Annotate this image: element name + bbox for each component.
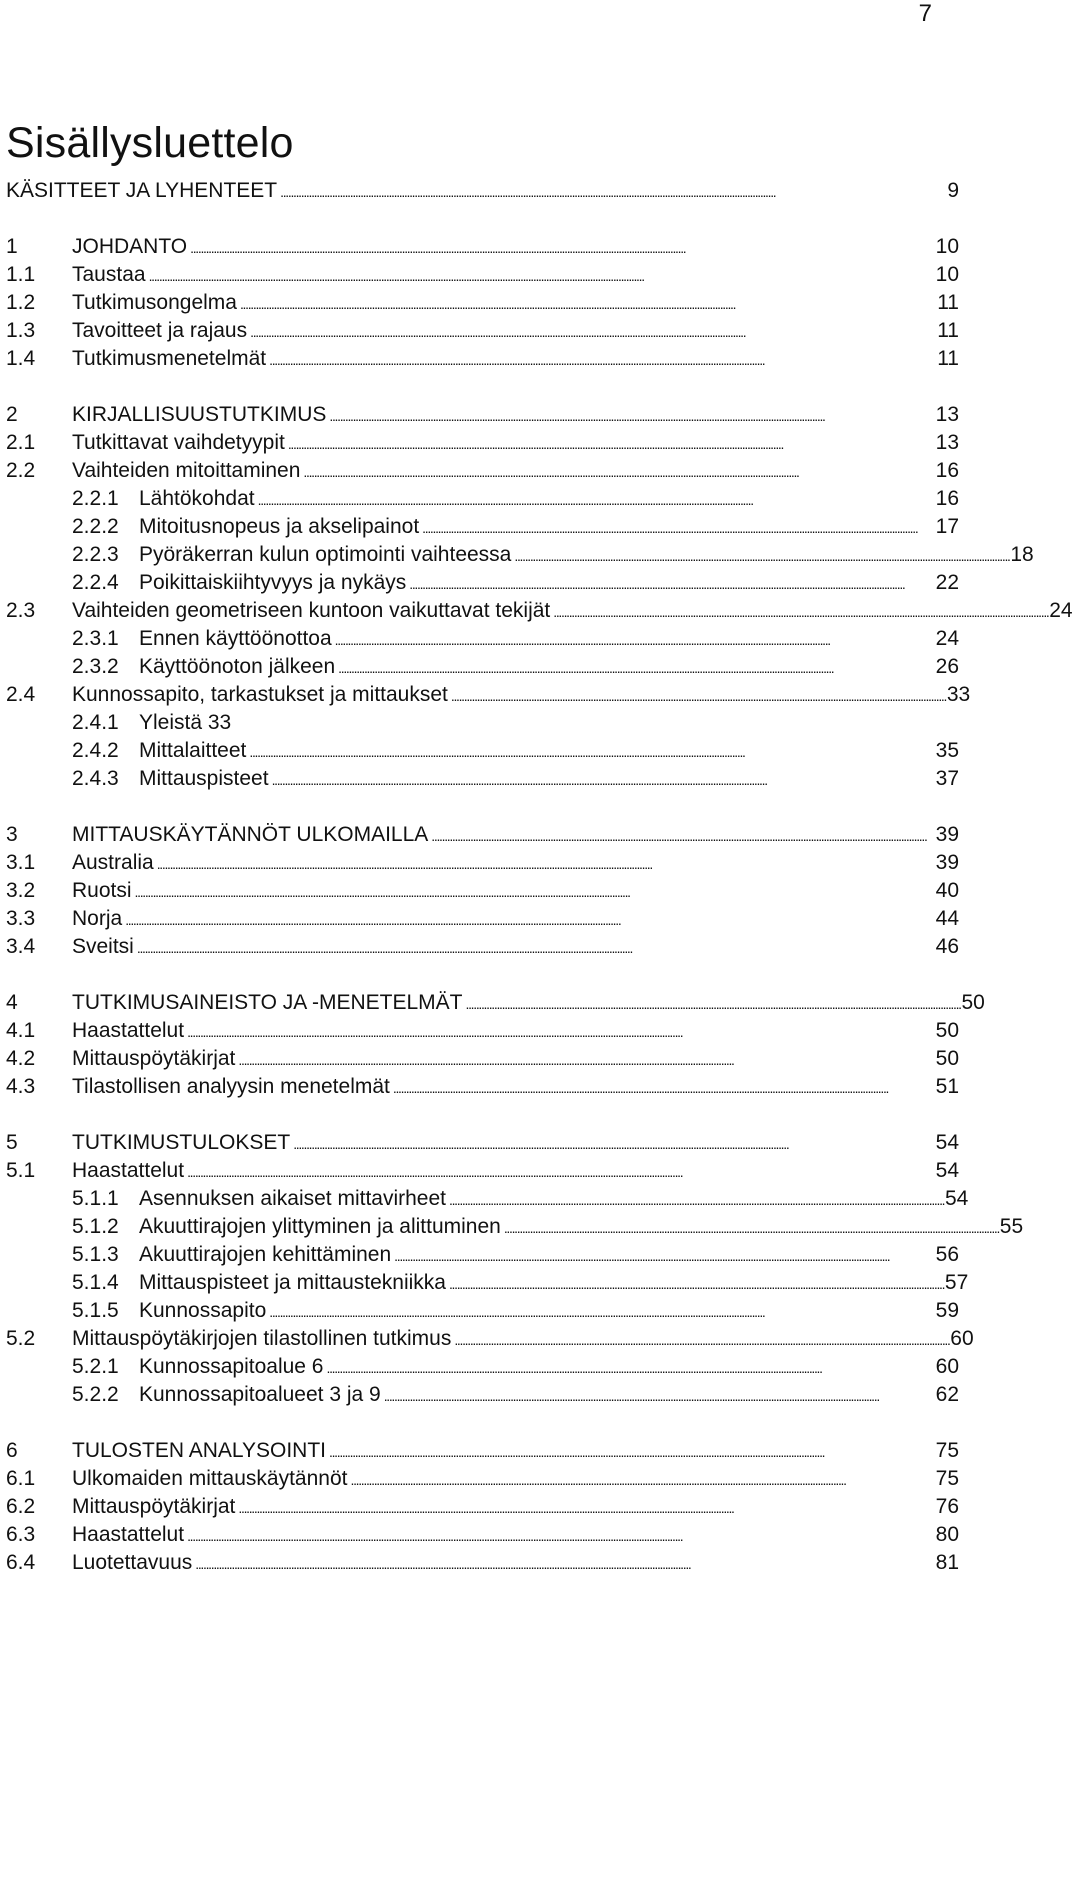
toc-entry-page: 50 bbox=[961, 991, 985, 1014]
toc-entry[interactable] bbox=[6, 680, 971, 710]
toc-entry-number: 2.2.2 bbox=[72, 515, 119, 538]
toc-entry-page: 80 bbox=[935, 1523, 959, 1546]
toc-entry-title: Kunnossapitoalueet 3 ja 9 bbox=[139, 1383, 381, 1406]
toc-entry-page: 57 bbox=[944, 1271, 969, 1294]
toc-entry-number: 6.4 bbox=[6, 1551, 36, 1574]
toc-entry[interactable] bbox=[72, 1352, 959, 1382]
toc-entry-page: 60 bbox=[935, 1355, 959, 1378]
toc-entry[interactable] bbox=[72, 1380, 959, 1410]
dot-leader bbox=[288, 428, 934, 459]
toc-entry-number: 1.1 bbox=[6, 263, 36, 286]
toc-entry-title: Ruotsi bbox=[72, 879, 132, 902]
toc-entry-title: KÄSITTEET JA LYHENTEET bbox=[6, 179, 278, 202]
toc-entry-page: 11 bbox=[937, 291, 959, 314]
toc-entry-title: Vaihteiden geometriseen kuntoon vaikuttavat tekijät bbox=[72, 599, 551, 622]
dot-leader bbox=[125, 904, 933, 935]
toc-entry[interactable] bbox=[6, 316, 959, 346]
toc-entry[interactable] bbox=[6, 1128, 959, 1158]
toc-entry[interactable] bbox=[6, 904, 959, 934]
toc-entry[interactable] bbox=[72, 1212, 1024, 1242]
toc-entry-page: 16 bbox=[935, 487, 959, 510]
toc-entry-page: 75 bbox=[935, 1467, 959, 1490]
toc-entry-title: Mittauspöytäkirjat bbox=[72, 1495, 236, 1518]
toc-entry-title: Mitoitusnopeus ja akselipainot bbox=[139, 515, 420, 538]
toc-entry-page: 22 bbox=[935, 571, 959, 594]
toc-entry-number: 6.1 bbox=[6, 1467, 36, 1490]
toc-entry-number: 2 bbox=[6, 403, 18, 426]
dot-leader bbox=[449, 1184, 943, 1215]
toc-entry-title: Akuuttirajojen ylittyminen ja alittuminen bbox=[139, 1215, 501, 1238]
toc-entry-title: Käyttöönoton jälkeen bbox=[139, 655, 336, 678]
toc-entry-title: Mittauspöytäkirjat bbox=[72, 1047, 236, 1070]
toc-entry-title: KIRJALLISUUSTUTKIMUS bbox=[72, 403, 327, 426]
toc-entry-number: 5.1.3 bbox=[72, 1243, 119, 1266]
dot-leader bbox=[514, 540, 1008, 571]
toc-entry-number: 2.4.2 bbox=[72, 739, 119, 762]
toc-entry-page: 11 bbox=[937, 319, 959, 342]
dot-leader bbox=[303, 456, 933, 487]
toc-entry[interactable] bbox=[72, 764, 959, 794]
toc-entry-title: Lähtökohdat bbox=[139, 487, 255, 510]
toc-entry-title: Tutkimusmenetelmät bbox=[72, 347, 267, 370]
dot-leader bbox=[240, 288, 935, 319]
toc-entry-title: Tutkittavat vaihdetyypit bbox=[72, 431, 285, 454]
toc-entry-number: 5.1.5 bbox=[72, 1299, 119, 1322]
toc-entry-number: 2.2 bbox=[6, 459, 36, 482]
toc-entry-page: 24 bbox=[1049, 599, 1073, 622]
dot-leader bbox=[135, 876, 934, 907]
dot-leader bbox=[238, 1492, 933, 1523]
toc-entry-number: 6 bbox=[6, 1439, 18, 1462]
toc-entry-title: Tutkimusongelma bbox=[72, 291, 237, 314]
dot-leader bbox=[431, 820, 933, 851]
toc-entry-page: 75 bbox=[935, 1439, 959, 1462]
dot-leader bbox=[466, 988, 960, 1019]
dot-leader bbox=[190, 232, 934, 263]
toc-entry[interactable] bbox=[72, 1184, 969, 1214]
toc-entry-number: 4.2 bbox=[6, 1047, 36, 1070]
toc-entry-number: 1.4 bbox=[6, 347, 36, 370]
toc-entry-page: 33 bbox=[946, 683, 971, 706]
toc-entry-page: 13 bbox=[935, 431, 959, 454]
toc-entry[interactable] bbox=[72, 652, 959, 682]
dot-leader bbox=[250, 316, 935, 347]
toc-entry[interactable] bbox=[6, 1548, 959, 1578]
toc-entry-page: 60 bbox=[950, 1327, 974, 1350]
toc-entry[interactable] bbox=[6, 1520, 959, 1550]
toc-entry-page: 10 bbox=[935, 263, 959, 286]
toc-entry-number: 2.2.4 bbox=[72, 571, 119, 594]
dot-leader bbox=[187, 1520, 934, 1551]
toc-entry[interactable] bbox=[6, 176, 959, 206]
toc-entry-title: Tilastollisen analyysin menetelmät bbox=[72, 1075, 390, 1098]
toc-entry-title: Luotettavuus bbox=[72, 1551, 193, 1574]
toc-entry-number: 2.3.1 bbox=[72, 627, 119, 650]
toc-entry-title: Haastattelut bbox=[72, 1159, 185, 1182]
toc-entry[interactable] bbox=[6, 876, 959, 906]
dot-leader bbox=[149, 260, 934, 291]
toc-entry-page: 54 bbox=[944, 1187, 969, 1210]
dot-leader bbox=[394, 1240, 933, 1271]
dot-leader bbox=[393, 1072, 934, 1103]
dot-leader bbox=[258, 484, 934, 515]
toc-entry-title: Taustaa bbox=[72, 263, 146, 286]
toc-entry-page: 37 bbox=[935, 767, 959, 790]
toc-entry[interactable] bbox=[6, 428, 959, 458]
toc-entry-number: 1 bbox=[6, 235, 18, 258]
toc-entry-title: Haastattelut bbox=[72, 1019, 185, 1042]
toc-entry[interactable] bbox=[6, 260, 959, 290]
toc-entry-page: 76 bbox=[935, 1495, 959, 1518]
toc-entry-page: 50 bbox=[935, 1019, 959, 1042]
toc-entry[interactable] bbox=[6, 1016, 959, 1046]
dot-leader bbox=[187, 1016, 934, 1047]
toc-entry-number: 3.2 bbox=[6, 879, 36, 902]
toc-entry[interactable] bbox=[72, 1296, 959, 1326]
toc-entry-number: 4.1 bbox=[6, 1019, 36, 1042]
toc-entry-number: 6.2 bbox=[6, 1495, 36, 1518]
toc-entry-title: Ulkomaiden mittauskäytännöt bbox=[72, 1467, 348, 1490]
toc-entry[interactable] bbox=[72, 484, 959, 514]
toc-entry-page: 50 bbox=[935, 1047, 959, 1070]
dot-leader bbox=[454, 1324, 948, 1355]
toc-entry-title: Kunnossapitoalue 6 bbox=[139, 1355, 324, 1378]
page-number: 7 bbox=[918, 0, 932, 27]
toc-entry[interactable] bbox=[72, 708, 959, 738]
toc-entry-title: Kunnossapito bbox=[139, 1299, 267, 1322]
dot-leader bbox=[553, 596, 1047, 627]
toc-entry-number: 2.1 bbox=[6, 431, 36, 454]
toc-entry-page: 59 bbox=[935, 1299, 959, 1322]
toc-entry-number: 2.4.1 bbox=[72, 711, 119, 734]
toc-entry-title: Akuuttirajojen kehittäminen bbox=[139, 1243, 392, 1266]
dot-leader bbox=[269, 1296, 933, 1327]
toc-entry-number: 1.2 bbox=[6, 291, 36, 314]
dot-leader bbox=[157, 848, 934, 879]
toc-entry-number: 2.3 bbox=[6, 599, 36, 622]
dot-leader bbox=[422, 512, 933, 543]
toc-entry-page: 62 bbox=[935, 1383, 959, 1406]
toc-entry-title: Kunnossapito, tarkastukset ja mittaukset bbox=[72, 683, 448, 706]
dot-leader bbox=[329, 400, 933, 431]
toc-entry-title: Mittauspisteet bbox=[139, 767, 269, 790]
toc-entry-number: 2.4.3 bbox=[72, 767, 119, 790]
toc-entry-title: Ennen käyttöönottoa bbox=[139, 627, 332, 650]
toc-entry-page: 35 bbox=[935, 739, 959, 762]
toc-entry-number: 5.2.1 bbox=[72, 1355, 119, 1378]
toc-entry-page: 46 bbox=[935, 935, 959, 958]
toc-entry[interactable] bbox=[6, 400, 959, 430]
toc-entry-number: 4.3 bbox=[6, 1075, 36, 1098]
toc-entry-number: 2.3.2 bbox=[72, 655, 119, 678]
toc-entry-number: 5.1 bbox=[6, 1159, 36, 1182]
dot-leader bbox=[326, 1352, 933, 1383]
toc-entry-number: 5.2 bbox=[6, 1327, 36, 1350]
toc-entry-number: 2.4 bbox=[6, 683, 36, 706]
toc-entry-number: 4 bbox=[6, 991, 18, 1014]
dot-leader bbox=[409, 568, 933, 599]
toc-entry-page: 10 bbox=[935, 235, 959, 258]
toc-entry[interactable] bbox=[6, 1044, 959, 1074]
dot-leader bbox=[187, 1156, 934, 1187]
toc-entry[interactable] bbox=[72, 540, 1034, 570]
toc-entry-title: Sveitsi bbox=[72, 935, 134, 958]
dot-leader bbox=[338, 652, 933, 683]
toc-entry[interactable] bbox=[6, 988, 985, 1018]
toc-entry-title: TUTKIMUSAINEISTO JA -MENETELMÄT bbox=[72, 991, 463, 1014]
toc-entry[interactable] bbox=[6, 932, 959, 962]
dot-leader bbox=[272, 764, 934, 795]
toc-entry-number: 6.3 bbox=[6, 1523, 36, 1546]
toc-entry[interactable] bbox=[6, 848, 959, 878]
toc-entry-page: 17 bbox=[935, 515, 959, 538]
toc-entry-title: Haastattelut bbox=[72, 1523, 185, 1546]
toc-entry-number: 5.2.2 bbox=[72, 1383, 119, 1406]
dot-leader bbox=[504, 1212, 998, 1243]
toc-entry-page: 81 bbox=[935, 1551, 959, 1574]
toc-entry-page: 54 bbox=[935, 1159, 959, 1182]
toc-entry-number: 1.3 bbox=[6, 319, 36, 342]
toc-entry-page: 54 bbox=[935, 1131, 959, 1154]
toc-entry[interactable] bbox=[72, 512, 959, 542]
toc-entry-title: JOHDANTO bbox=[72, 235, 188, 258]
toc-entry-number: 3 bbox=[6, 823, 18, 846]
toc-entry[interactable] bbox=[72, 1240, 959, 1270]
toc-entry[interactable] bbox=[72, 1268, 969, 1298]
toc-entry-number: 3.1 bbox=[6, 851, 36, 874]
toc-entry-page: 9 bbox=[947, 179, 959, 202]
toc-entry-page: 51 bbox=[935, 1075, 959, 1098]
toc-entry[interactable] bbox=[72, 624, 959, 654]
toc-entry-page: 39 bbox=[935, 851, 959, 874]
toc-entry-number: 5.1.4 bbox=[72, 1271, 119, 1294]
toc-entry-title: Tavoitteet ja rajaus bbox=[72, 319, 248, 342]
toc-entry-page: 56 bbox=[935, 1243, 959, 1266]
toc-entry-title: Mittalaitteet bbox=[139, 739, 247, 762]
toc-entry-title: Asennuksen aikaiset mittavirheet bbox=[139, 1187, 446, 1210]
toc-entry-number: 5 bbox=[6, 1131, 18, 1154]
toc-entry-title: MITTAUSKÄYTÄNNÖT ULKOMAILLA bbox=[72, 823, 429, 846]
dot-leader bbox=[335, 624, 934, 655]
toc-entry-title: Norja bbox=[72, 907, 123, 930]
toc-entry[interactable] bbox=[6, 1072, 959, 1102]
toc-entry-page: 24 bbox=[935, 627, 959, 650]
dot-leader bbox=[293, 1128, 933, 1159]
toc-entry[interactable] bbox=[6, 820, 959, 850]
toc-entry-page: 40 bbox=[935, 879, 959, 902]
toc-entry-title: TULOSTEN ANALYSOINTI bbox=[72, 1439, 326, 1462]
toc-entry[interactable] bbox=[6, 1436, 959, 1466]
dot-leader bbox=[137, 932, 934, 963]
toc-entry-page: 39 bbox=[935, 823, 959, 846]
toc-entry-title: Mittauspöytäkirjojen tilastollinen tutkimus bbox=[72, 1327, 452, 1350]
toc-entry-page: 16 bbox=[935, 459, 959, 482]
toc-entry[interactable] bbox=[6, 596, 1073, 626]
toc-entry-page: 55 bbox=[999, 1215, 1024, 1238]
toc-entry[interactable] bbox=[6, 232, 959, 262]
dot-leader bbox=[449, 1268, 943, 1299]
toc-entry-title: Australia bbox=[72, 851, 154, 874]
toc-entry-number: 5.1.2 bbox=[72, 1215, 119, 1238]
page-title: Sisällysluettelo bbox=[6, 119, 294, 167]
toc-entry[interactable] bbox=[6, 1464, 959, 1494]
toc-entry-title: Mittauspisteet ja mittaustekniikka bbox=[139, 1271, 446, 1294]
toc-entry-title: TUTKIMUSTULOKSET bbox=[72, 1131, 291, 1154]
dot-leader bbox=[350, 1464, 933, 1495]
toc-entry-title: Pyöräkerran kulun optimointi vaihteessa bbox=[139, 543, 512, 566]
toc-entry[interactable] bbox=[6, 456, 959, 486]
toc-entry-number: 2.2.3 bbox=[72, 543, 119, 566]
dot-leader bbox=[249, 736, 933, 767]
toc-entry-page: 44 bbox=[935, 907, 959, 930]
toc-entry[interactable] bbox=[72, 736, 959, 766]
dot-leader bbox=[269, 344, 935, 375]
toc-entry-number: 5.1.1 bbox=[72, 1187, 119, 1210]
toc-entry-number: 3.3 bbox=[6, 907, 36, 930]
toc-entry-number: 3.4 bbox=[6, 935, 36, 958]
dot-leader bbox=[280, 176, 945, 207]
toc-entry[interactable] bbox=[6, 288, 959, 318]
toc-entry-page: 26 bbox=[935, 655, 959, 678]
toc-entry-title: Poikittaiskiihtyvyys ja nykäys bbox=[139, 571, 407, 594]
dot-leader bbox=[195, 1548, 933, 1579]
toc-entry[interactable] bbox=[6, 344, 959, 374]
toc-entry-page: 18 bbox=[1010, 543, 1034, 566]
toc-entry[interactable] bbox=[6, 1156, 959, 1186]
dot-leader bbox=[329, 1436, 934, 1467]
toc-entry-number: 2.2.1 bbox=[72, 487, 119, 510]
dot-leader bbox=[451, 680, 945, 711]
dot-leader bbox=[238, 1044, 933, 1075]
toc-entry[interactable] bbox=[6, 1492, 959, 1522]
dot-leader bbox=[384, 1380, 934, 1411]
toc-entry[interactable] bbox=[6, 1324, 974, 1354]
toc-entry-title: Vaihteiden mitoittaminen bbox=[72, 459, 301, 482]
toc-entry[interactable] bbox=[72, 568, 959, 598]
toc-entry-page: 13 bbox=[935, 403, 959, 426]
toc-entry-page: 11 bbox=[937, 347, 959, 370]
toc-entry-title: Yleistä 33 bbox=[139, 711, 232, 734]
